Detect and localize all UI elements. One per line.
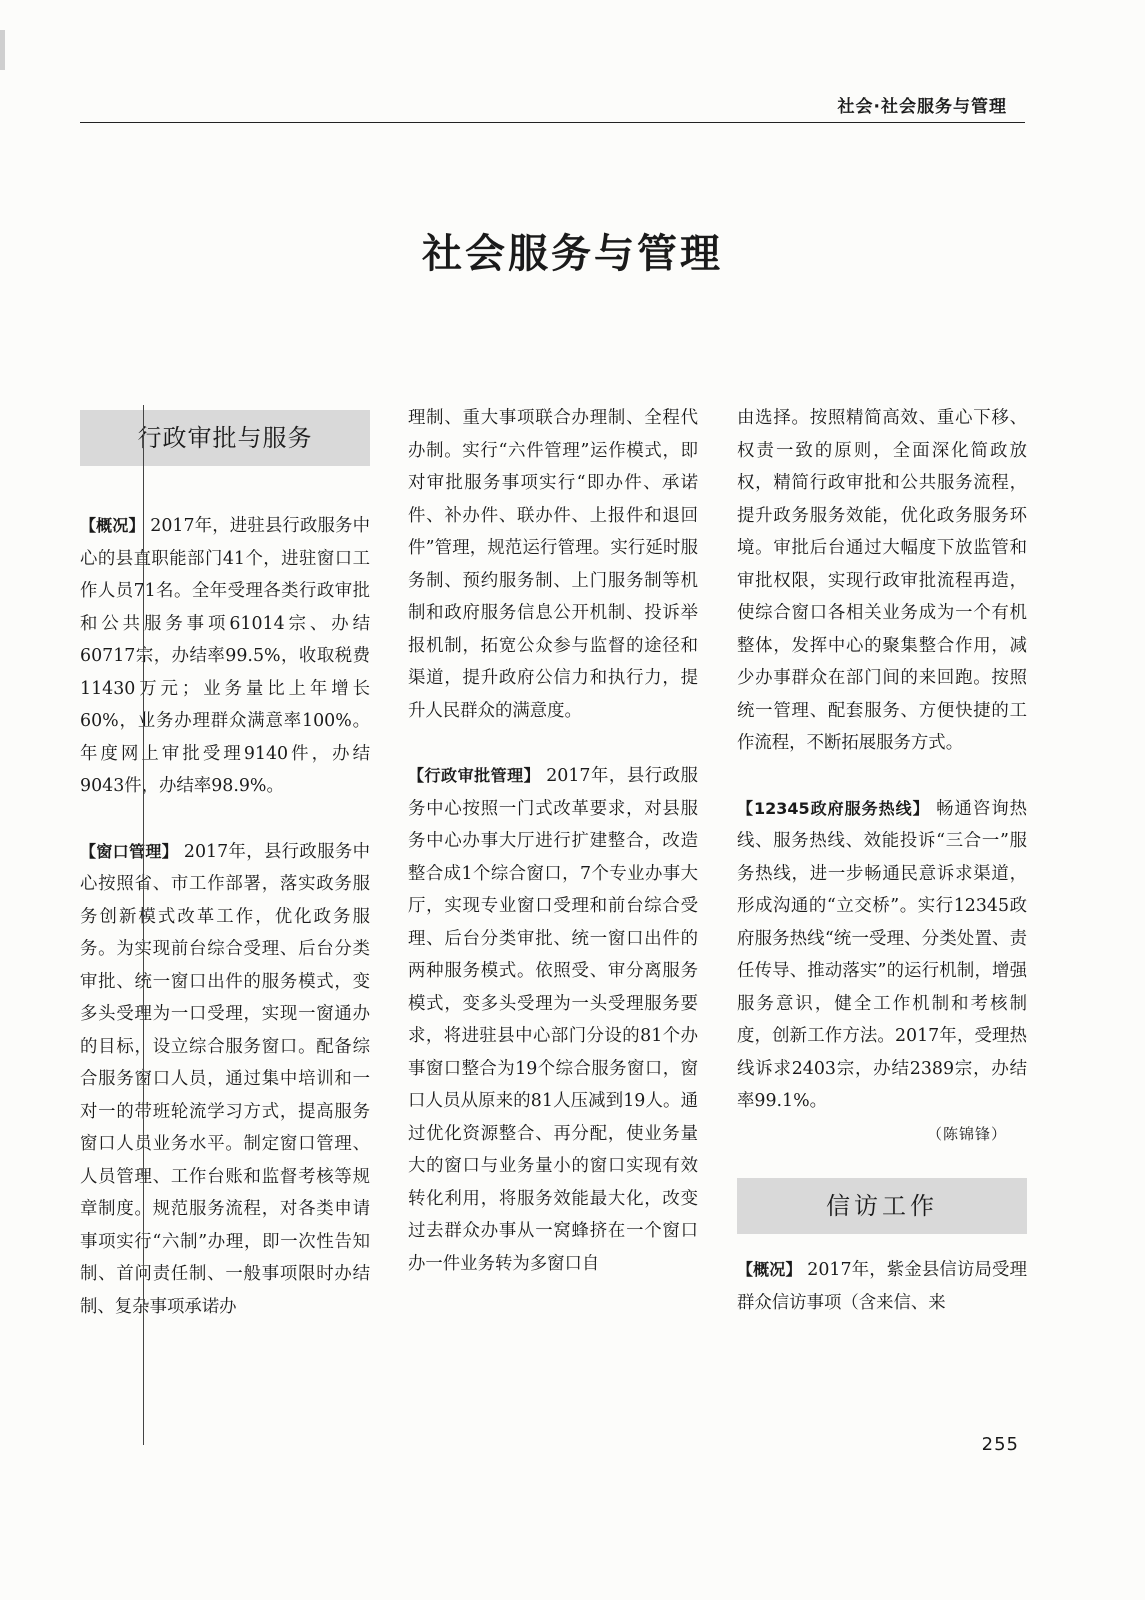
paragraph-tag: 【窗口管理】 xyxy=(80,841,179,861)
column-2 xyxy=(408,402,698,1280)
running-head: 社会·社会服务与管理 xyxy=(837,97,1007,117)
paragraph-hotline xyxy=(737,793,1027,1118)
paragraph-tag: 【概况】 xyxy=(737,1260,802,1279)
paragraph-tag: 【概况】 xyxy=(80,516,145,535)
paragraph-petition-overview xyxy=(737,1254,1027,1319)
paragraph-text: 畅通咨询热线、服务热线、效能投诉“三合一”服务热线，进一步畅通民意诉求渠道，形成沟通的“立交桥”。实行12345政府服务热线“统一受理、分类处置、责任传导、推动落实”的运行机制，增强服务意识，健全工作机制和考核制度，创新工作方法。2017年，受理热线诉求2403宗，办结2389宗，办结率99.1%。 xyxy=(737,798,1028,1111)
page-number: 255 xyxy=(981,1434,1019,1455)
paragraph-text: 2017年，县行政服务中心按照省、市工作部署，落实政务服务创新模式改革工作，优化政务服务。为实现前台综合受理、后台分类审批、统一窗口出件的服务模式，变多头受理为一口受理，实现一窗通办的目标，设立综合服务窗口。配备综合服务窗口人员，通过集中培训和一对一的带班轮流学习方式，提高服务窗口人员业务水平。制定窗口管理、人员管理、工作台账和监督考核等规章制度。规范服务流程，对各类申请事项实行“六制”办理，即一次性告知制、首问责任制、一般事项限时办结制、复杂事项承诺办 xyxy=(80,841,370,1317)
paragraph-text: 2017年，紫金县信访局受理群众信访事项（含来信、来 xyxy=(737,1260,1027,1313)
paragraph-approval-management xyxy=(408,760,698,1280)
page-title: 社会服务与管理 xyxy=(422,230,723,277)
paragraph-continued: 由选择。按照精简高效、重心下移、权责一致的原则，全面深化简政放权，精简行政审批和公共服务流程，提升政务服务效能，优化政务服务环境。审批后台通过大幅度下放监管和审批权限，实现行政审批流程再造，使综合窗口各相关业务成为一个有机整体，发挥中心的聚集整合作用，减少办事群众在部门间的来回跑。按照统一管理、配套服务、方便快捷的工作流程，不断拓展服务方式。 xyxy=(737,408,1027,753)
paragraph-continued: 理制、重大事项联合办理制、全程代办制。实行“六件管理”运作模式，即对审批服务事项实行“即办件、承诺件、补办件、联办件、上报件和退回件”管理，规范运行管理。实行延时服务制、预约服务制、上门服务制等机制和政府服务信息公开机制、投诉举报机制，拓宽公众参与监督的途径和渠道，提升政府公信力和执行力，提升人民群众的满意度。 xyxy=(408,408,698,721)
section-heading-petitions: 信访工作 xyxy=(737,1178,1027,1234)
paragraph-text: 2017年，县行政服务中心按照一门式改革要求，对县服务中心办事大厅进行扩建整合，改造整合成1个综合窗口，7个专业办事大厅，实现专业窗口受理和前台综合受理、后台分类审批、统一窗口出件的两种服务模式。依照受、审分离服务模式，变多头受理为一头受理服务要求，将进驻县中心部门分设的81个办事窗口整合为19个综合服务窗口，窗口人员从原来的81人压减到19人。通过优化资源整合、再分配，使业务量大的窗口与业务量小的窗口实现有效转化利用，将服务效能最大化，改变过去群众办事从一窝蜂挤在一个窗口办一件业务转为多窗口自 xyxy=(408,766,698,1274)
paragraph-gap xyxy=(408,727,698,760)
paragraph-tag: 【12345政府服务热线】 xyxy=(737,798,930,818)
author-credit: （陈锦锋） xyxy=(926,1124,1007,1143)
column-1 xyxy=(80,402,370,1323)
scan-artifact-line xyxy=(143,405,144,1445)
paragraph-window-management xyxy=(80,836,370,1324)
paragraph-overview xyxy=(80,510,370,803)
scan-edge-mark xyxy=(0,30,5,70)
column-3 xyxy=(737,402,1027,1319)
paragraph-tag: 【行政审批管理】 xyxy=(408,766,541,785)
header-rule xyxy=(80,122,1025,123)
paragraph-text: 2017年，进驻县行政服务中心的县直职能部门41个，进驻窗口工作人员71名。全年受理各类行政审批和公共服务事项61014宗、办结60717宗，办结率99.5%，收取税费11430万元；业务量比上年增长60%，业务办理群众满意率100%。年度网上审批受理9140件，办结9043件，办结率98.9%。 xyxy=(80,516,370,796)
paragraph-gap xyxy=(80,803,370,836)
paragraph-gap xyxy=(737,760,1027,793)
section-heading-admin-approval: 行政审批与服务 xyxy=(80,410,370,466)
